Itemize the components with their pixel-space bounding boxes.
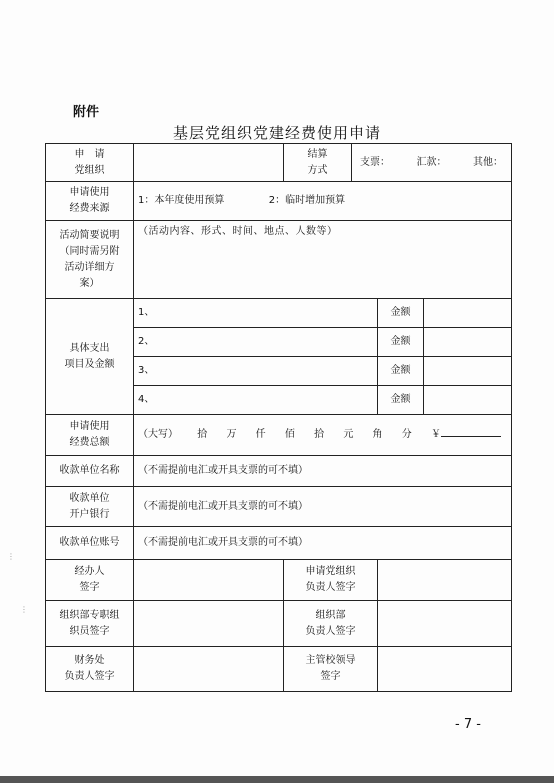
- amount-field[interactable]: [424, 357, 512, 386]
- label-line: 开户银行: [69, 508, 110, 520]
- total-unit: 分: [401, 429, 412, 440]
- yuan-sign: ￥: [430, 429, 441, 440]
- row-signatures-3: [46, 647, 512, 692]
- label-line: 经办人: [74, 566, 105, 577]
- payee-account-note: （不需提前电汇或开具支票的可不填）: [138, 537, 308, 548]
- payee-bank-note: （不需提前电汇或开具支票的可不填）: [138, 500, 308, 512]
- application-form: [45, 143, 512, 692]
- label-line: 经费总额: [69, 437, 110, 448]
- leader-label: [284, 647, 378, 692]
- row-payee-bank: [46, 487, 512, 527]
- amount-field[interactable]: [424, 328, 512, 357]
- payee-name-note: （不需提前电汇或开具支票的可不填）: [138, 465, 308, 476]
- label-line: 负责人签字: [305, 625, 356, 637]
- label-line: （同时需另附: [59, 245, 120, 257]
- option-check[interactable]: 支票：: [360, 156, 390, 168]
- finance-signature-field[interactable]: [134, 647, 284, 692]
- expense-item[interactable]: 1、: [134, 299, 378, 328]
- payee-bank-label: [46, 487, 134, 527]
- label-line: 签字: [79, 582, 100, 593]
- dept-head-signature-field[interactable]: [378, 601, 512, 647]
- form-title: 基层党组织党建经费使用申请: [172, 124, 381, 142]
- dept-staff-signature-field[interactable]: [134, 601, 284, 647]
- row-expense: [46, 299, 512, 328]
- activity-hint: （活动内容、形式、时间、地点、人数等）: [138, 226, 338, 237]
- label-line: 活动详细方: [64, 261, 115, 273]
- source-label: [46, 182, 134, 221]
- label-line: 结算: [307, 148, 328, 160]
- total-unit: 仟: [255, 429, 266, 440]
- label-line: 申请使用: [69, 421, 110, 432]
- handler-signature-field[interactable]: [134, 560, 284, 601]
- settlement-label: [284, 144, 352, 182]
- label-line: 织员签字: [69, 625, 110, 637]
- label-line: 项目及金额: [64, 358, 115, 370]
- applicant-org-field[interactable]: [134, 144, 284, 182]
- label-line: 签字: [320, 671, 341, 682]
- label-line: 财务处: [74, 655, 105, 666]
- handler-label: [46, 560, 134, 601]
- applicant-org-label: [46, 144, 134, 182]
- label-line: 收款单位: [69, 492, 110, 504]
- annex-label: 附件: [73, 105, 100, 120]
- source-option-temporary[interactable]: 2：临时增加预算: [268, 195, 346, 206]
- org-head-label: [284, 560, 378, 601]
- org-head-signature-field[interactable]: [378, 560, 512, 601]
- amount-label: 金额: [378, 357, 424, 386]
- expense-item[interactable]: 2、: [134, 328, 378, 357]
- dept-staff-label: [46, 601, 134, 647]
- label-line: 党组织: [74, 164, 105, 176]
- total-unit: 佰: [284, 429, 295, 440]
- row-payee-name: [46, 456, 512, 487]
- payee-name-label: 收款单位名称: [46, 456, 134, 487]
- activity-field[interactable]: [134, 221, 512, 299]
- label-line: 申 请: [74, 148, 105, 160]
- total-unit: 角: [372, 429, 383, 440]
- leader-signature-field[interactable]: [378, 647, 512, 692]
- label-line: 负责人签字: [305, 582, 356, 593]
- total-field[interactable]: [134, 415, 512, 456]
- row-activity: [46, 221, 512, 299]
- amount-label: 金额: [378, 299, 424, 328]
- expense-item[interactable]: 4、: [134, 386, 378, 415]
- label-line: 活动简要说明: [59, 229, 120, 241]
- scan-mark: ⋮: [7, 552, 15, 561]
- option-other[interactable]: 其他：: [473, 156, 504, 168]
- label-line: 组织部专职组: [59, 609, 120, 621]
- scan-edge: [0, 776, 554, 783]
- dept-head-label: [284, 601, 378, 647]
- total-amount-line: [441, 427, 501, 437]
- amount-label: 金额: [378, 386, 424, 415]
- label-line: 申请使用: [69, 187, 110, 198]
- scan-mark: ⋮: [20, 605, 28, 614]
- source-options[interactable]: [134, 182, 512, 221]
- label-line: 组织部: [315, 609, 346, 621]
- label-line: 具体支出: [69, 342, 110, 354]
- label-line: 负责人签字: [64, 671, 115, 682]
- row-total: [46, 415, 512, 456]
- row-source: [46, 182, 512, 221]
- expenses-label: [46, 299, 134, 415]
- payee-account-label: 收款单位账号: [46, 527, 134, 560]
- row-payee-account: [46, 527, 512, 560]
- page-number: - 7 -: [455, 717, 481, 732]
- total-unit: 拾: [314, 429, 325, 440]
- row-signatures-2: [46, 601, 512, 647]
- payee-bank-field[interactable]: [134, 487, 512, 527]
- amount-field[interactable]: [424, 299, 512, 328]
- activity-label: [46, 221, 134, 299]
- row-applicant: [46, 144, 512, 182]
- label-line: 案）: [79, 277, 100, 289]
- total-label: [46, 415, 134, 456]
- amount-field[interactable]: [424, 386, 512, 415]
- label-line: 主管校领导: [305, 655, 356, 666]
- label-line: 方式: [307, 164, 328, 176]
- finance-label: [46, 647, 134, 692]
- total-unit: 万: [226, 429, 237, 440]
- option-transfer[interactable]: 汇款：: [416, 156, 447, 168]
- expense-item[interactable]: 3、: [134, 357, 378, 386]
- source-option-annual[interactable]: 1：本年度使用预算: [138, 195, 225, 206]
- total-unit: 元: [343, 429, 354, 440]
- row-signatures-1: [46, 560, 512, 601]
- amount-label: 金额: [378, 328, 424, 357]
- total-unit: 拾: [197, 429, 208, 440]
- label-line: 申请党组织: [305, 566, 356, 577]
- total-yuan-field[interactable]: [431, 427, 501, 443]
- total-unit: （大写）: [138, 429, 178, 440]
- settlement-options[interactable]: [352, 144, 512, 182]
- payee-account-field[interactable]: [134, 527, 512, 560]
- label-line: 经费来源: [69, 203, 110, 214]
- payee-name-field[interactable]: [134, 456, 512, 487]
